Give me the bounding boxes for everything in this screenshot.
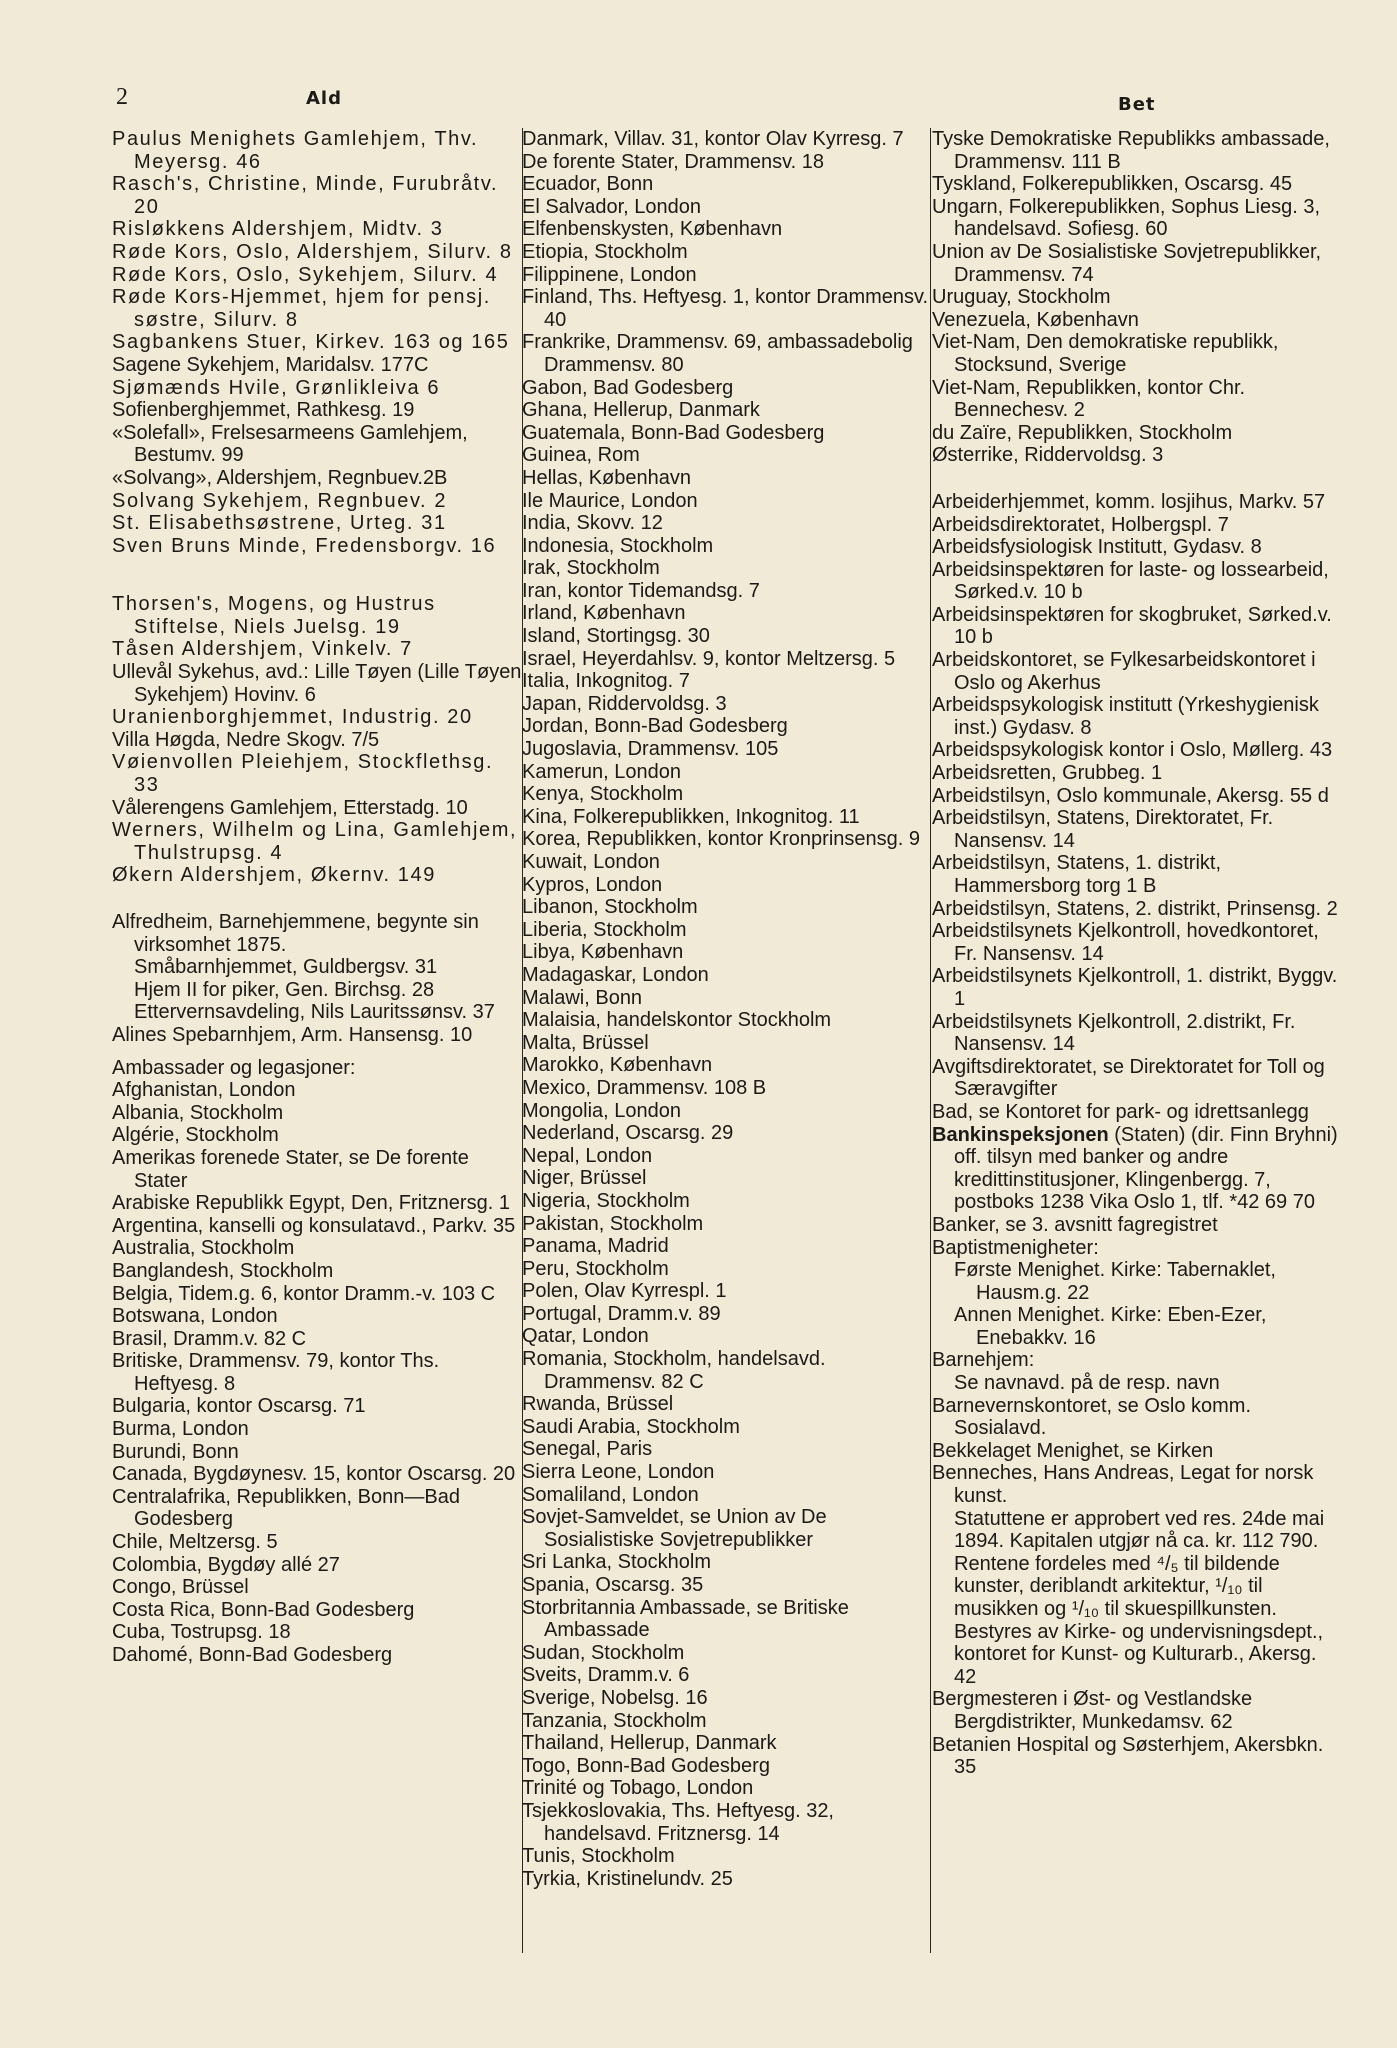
entry: Tyrkia, Kristinelundv. 25	[522, 1867, 733, 1890]
entry: Japan, Riddervoldsg. 3	[522, 692, 727, 715]
entry: Trinité og Tobago, London	[522, 1777, 754, 1800]
entry	[932, 1124, 1340, 1214]
entry: Kuwait, London	[522, 851, 660, 873]
entry: Union av De Sosialistiske Sovjetrepublikker, Drammensv. 74	[932, 240, 1322, 286]
entry: Congo, Brüssel	[112, 1576, 249, 1599]
entry: Togo, Bonn-Bad Godesberg	[522, 1754, 770, 1777]
entry: Burma, London	[112, 1418, 249, 1441]
entry: Betanien Hospital og Søsterhjem, Akersbkn. 35	[932, 1733, 1324, 1779]
entry: Algérie, Stockholm	[112, 1124, 279, 1147]
entry: Østerrike, Riddervoldsg. 3	[932, 444, 1164, 467]
entry: Polen, Olav Kyrrespl. 1	[522, 1280, 727, 1303]
entry: Sjømænds Hvile, Grønlikleiva 6	[112, 376, 441, 399]
entry: Centralafrika, Republikken, Bonn—Bad Godesberg	[112, 1485, 460, 1531]
entry: Arbeidstilsyn, Statens, 2. distrikt, Prinsensg. 2	[932, 897, 1338, 920]
entry: «Solvang», Aldershjem, Regnbuev.2B	[112, 466, 448, 489]
entry: Vøienvollen Pleiehjem, Stockflethsg. 33	[112, 751, 494, 797]
running-head-left: Ald	[306, 88, 342, 109]
entry: «Solefall», Frelsesarmeens Gamlehjem, Bestumv. 99	[112, 421, 468, 467]
entry: Annen Menighet. Kirke: Eben-Ezer, Enebakkv. 16	[954, 1304, 1267, 1349]
entry: Ecuador, Bonn	[522, 173, 654, 196]
entry: Sri Lanka, Stockholm	[522, 1551, 711, 1574]
entry: Jordan, Bonn-Bad Godesberg	[522, 715, 788, 738]
entry: Spania, Oscarsg. 35	[522, 1574, 704, 1596]
entry: Risløkkens Aldershjem, Midtv. 3	[112, 218, 444, 241]
entry: Bergmesteren i Øst- og Vestlandske Bergdistrikter, Munkedamsv. 62	[932, 1688, 1253, 1733]
entry: Hjem II for piker, Gen. Birchsg. 28	[134, 978, 435, 1001]
entry: Frankrike, Drammensv. 69, ambassadebolig Drammensv. 80	[522, 331, 913, 376]
entry: Canada, Bygdøynesv. 15, kontor Oscarsg. 20	[112, 1463, 516, 1486]
entry: Chile, Meltzersg. 5	[112, 1531, 278, 1554]
entry: Sverige, Nobelsg. 16	[522, 1686, 708, 1709]
entry: Nigeria, Stockholm	[522, 1189, 690, 1212]
entry: Arbeidstilsynets Kjelkontroll, 2.distrikt, Fr. Nansensv. 14	[932, 1010, 1296, 1056]
entry: Ullevål Sykehus, avd.: Lille Tøyen (Lille Tøyen Sykehjem) Hovinv. 6	[112, 661, 522, 706]
entry: Tsjekkoslovakia, Ths. Heftyesg. 32, handelsavd. Fritznersg. 14	[522, 1799, 834, 1845]
entry: Sofienberghjemmet, Rathkesg. 19	[112, 399, 415, 422]
entry: Island, Stortingsg. 30	[522, 625, 710, 648]
entry: Hellas, København	[522, 466, 691, 489]
entry: Werners, Wilhelm og Lina, Gamlehjem, Thulstrupsg. 4	[112, 819, 518, 864]
entry: Tunis, Stockholm	[522, 1845, 675, 1868]
entry: Sudan, Stockholm	[522, 1641, 685, 1664]
entry: Panama, Madrid	[522, 1235, 669, 1258]
entry: Ettervernsavdeling, Nils Lauritssønsv. 37	[134, 1001, 495, 1024]
entry: India, Skovv. 12	[522, 512, 663, 535]
entry: Brasil, Dramm.v. 82 C	[112, 1327, 307, 1350]
entry: Ungarn, Folkerepublikken, Sophus Liesg. 3, handelsavd. Sofiesg. 60	[932, 195, 1321, 241]
entry: Madagaskar, London	[522, 963, 709, 986]
entry: Danmark, Villav. 31, kontor Olav Kyrresg. 7	[522, 128, 904, 150]
entry: Nederland, Oscarsg. 29	[522, 1122, 734, 1145]
entry: Baptistmenigheter:	[932, 1236, 1099, 1259]
entry: Nepal, London	[522, 1144, 653, 1167]
entry: Kypros, London	[522, 873, 663, 896]
entry: Albania, Stockholm	[112, 1101, 284, 1124]
entry: Arbeidsinspektøren for laste- og lossearbeid, Sørked.v. 10 b	[932, 558, 1329, 604]
entry: Ghana, Hellerup, Danmark	[522, 399, 760, 422]
entry: Arbeidsretten, Grubbeg. 1	[932, 762, 1163, 785]
entry: Storbritannia Ambassade, se Britiske Ambassade	[522, 1596, 849, 1642]
entry: Bulgaria, kontor Oscarsg. 71	[112, 1395, 366, 1418]
entry: Pakistan, Stockholm	[522, 1212, 704, 1235]
entry: Portugal, Dramm.v. 89	[522, 1302, 721, 1325]
entry: Malta, Brüssel	[522, 1031, 649, 1054]
entry: Småbarnhjemmet, Guldbergsv. 31	[134, 956, 438, 979]
entry: Økern Aldershjem, Økernv. 149	[112, 864, 436, 887]
entry: Avgiftsdirektoratet, se Direktoratet for Toll og Særavgifter	[932, 1055, 1325, 1101]
entry: Arbeidsinspektøren for skogbruket, Sørked.v. 10 b	[932, 603, 1332, 649]
entry: Guatemala, Bonn-Bad Godesberg	[522, 421, 825, 444]
entry: Barnehjem:	[932, 1349, 1035, 1372]
entry: Arbeidstilsyn, Oslo kommunale, Akersg. 55 d	[932, 784, 1329, 807]
entry: Venezuela, København	[932, 308, 1139, 331]
entry: Botswana, London	[112, 1305, 278, 1328]
entry: Arbeidstilsyn, Statens, 1. distrikt, Hammersborg torg 1 B	[932, 852, 1222, 897]
entry: Arbeidspsykologisk kontor i Oslo, Møllerg. 43	[932, 739, 1333, 762]
entry: Arbeidsdirektoratet, Holbergspl. 7	[932, 513, 1229, 536]
entry: Tanzania, Stockholm	[522, 1709, 707, 1732]
entry: Qatar, London	[522, 1325, 649, 1348]
entry: Bestyres av Kirke- og undervisningsdept., kontoret for Kunst- og Kulturarb., Akersg. 42	[954, 1620, 1324, 1688]
entry: Indonesia, Stockholm	[522, 534, 714, 557]
entry: Alfredheim, Barnehjemmene, begynte sin virksomhet 1875.	[112, 911, 479, 956]
running-head-right: Bet	[1118, 94, 1156, 115]
entry: Arbeidstilsyn, Statens, Direktoratet, Fr. Nansensv. 14	[932, 807, 1274, 852]
entry: Libya, København	[522, 941, 684, 964]
entry: Tyskland, Folkerepublikken, Oscarsg. 45	[932, 173, 1293, 196]
column-1	[112, 128, 524, 1667]
entry: Banker, se 3. avsnitt fagregistret	[932, 1213, 1218, 1236]
entry: Statuttene er approbert ved res. 24de mai 1894. Kapitalen utgjør nå ca. kr. 112 790. Rentene fordeles med ⁴/₅ til bildende kunster, deriblandt arkitektur, ¹/₁₀ til musikken og ¹/₁₀ til skuespillkunsten.	[954, 1507, 1325, 1620]
entry: Rwanda, Brüssel	[522, 1393, 674, 1416]
entry: Kina, Folkerepublikken, Inkognitog. 11	[522, 805, 860, 828]
entry: Barnevernskontoret, se Oslo komm. Sosialavd.	[932, 1394, 1252, 1440]
entry: Sagbankens Stuer, Kirkev. 163 og 165	[112, 331, 510, 354]
entry: De forente Stater, Drammensv. 18	[522, 150, 824, 173]
entry: Tåsen Aldershjem, Vinkelv. 7	[112, 638, 413, 661]
entry: Guinea, Rom	[522, 444, 640, 467]
entry: du Zaïre, Republikken, Stockholm	[932, 421, 1233, 444]
entry: Viet-Nam, Den demokratiske republikk, Stocksund, Sverige	[932, 331, 1279, 376]
entry: Sveits, Dramm.v. 6	[522, 1664, 690, 1687]
entry: Colombia, Bygdøy allé 27	[112, 1553, 340, 1576]
entry: Røde Kors-Hjemmet, hjem for pensj. søstre, Silurv. 8	[112, 286, 491, 331]
entry: Kenya, Stockholm	[522, 783, 684, 806]
entry: Etiopia, Stockholm	[522, 240, 688, 263]
entry: Sven Bruns Minde, Fredensborgv. 16	[112, 534, 497, 557]
page-number: 2	[116, 84, 128, 110]
entry: Britiske, Drammensv. 79, kontor Ths. Heftyesg. 8	[112, 1350, 440, 1395]
entry: Ile Maurice, London	[522, 489, 698, 512]
entry: Gabon, Bad Godesberg	[522, 376, 734, 399]
entry: Arbeidstilsynets Kjelkontroll, 1. distrikt, Byggv. 1	[932, 965, 1338, 1010]
entry: Israel, Heyerdahlsv. 9, kontor Meltzersg. 5	[522, 647, 896, 670]
entry: Australia, Stockholm	[112, 1237, 295, 1260]
entry: Somaliland, London	[522, 1483, 699, 1506]
entry: Paulus Menighets Gamlehjem, Thv. Meyersg. 46	[112, 128, 479, 173]
entry: Bad, se Kontoret for park- og idrettsanlegg	[932, 1100, 1309, 1123]
column-3	[932, 128, 1340, 1779]
entry: Arabiske Republikk Egypt, Den, Fritznersg. 1	[112, 1192, 510, 1215]
entry: Alines Spebarnhjem, Arm. Hansensg. 10	[112, 1023, 473, 1046]
entry: Arbeidsfysiologisk Institutt, Gydasv. 8	[932, 536, 1262, 559]
entry: Saudi Arabia, Stockholm	[522, 1415, 740, 1438]
entry: St. Elisabethsøstrene, Urteg. 31	[112, 512, 447, 535]
entry: Iran, kontor Tidemandsg. 7	[522, 579, 760, 602]
page-header	[0, 84, 1397, 114]
entry: Niger, Brüssel	[522, 1167, 647, 1190]
entry: Vålerengens Gamlehjem, Etterstadg. 10	[112, 796, 468, 819]
entry: Belgia, Tidem.g. 6, kontor Dramm.-v. 103 C	[112, 1282, 496, 1305]
entry: Kamerun, London	[522, 760, 682, 783]
entry: Arbeidstilsynets Kjelkontroll, hovedkontoret, Fr. Nansensv. 14	[932, 920, 1319, 965]
entry: Malawi, Bonn	[522, 986, 643, 1009]
section-heading: Ambassader og legasjoner:	[112, 1056, 356, 1079]
entry: Korea, Republikken, kontor Kronprinsensg. 9	[522, 828, 921, 851]
entry: Afghanistan, London	[112, 1079, 296, 1102]
entry-body: (Staten) (dir. Finn Bryhni) off. tilsyn med banker og andre kredittinstitusjoner, Klingenbergg. 7, postboks 1238 Vika Oslo 1, tlf. *42 69 70	[954, 1123, 1338, 1214]
entry: Sovjet-Samveldet, se Union av De Sosialistiske Sovjetrepublikker	[522, 1506, 827, 1551]
entry: Cuba, Tostrupsg. 18	[112, 1621, 291, 1644]
entry: Liberia, Stockholm	[522, 918, 687, 941]
entry: Irak, Stockholm	[522, 557, 660, 580]
entry: Bekkelaget Menighet, se Kirken	[932, 1439, 1214, 1462]
entry: Marokko, København	[522, 1054, 713, 1077]
entry: Senegal, Paris	[522, 1438, 653, 1461]
entry: Arbeiderhjemmet, komm. losjihus, Markv. 57	[932, 490, 1326, 513]
entry: Se navnavd. på de resp. navn	[954, 1372, 1220, 1395]
entry: Mongolia, London	[522, 1099, 682, 1122]
entry: Arbeidskontoret, se Fylkesarbeidskontoret i Oslo og Akerhus	[932, 649, 1316, 694]
entry: Libanon, Stockholm	[522, 896, 698, 919]
entry: Rasch's, Christine, Minde, Furubråtv. 20	[112, 173, 499, 218]
entry: Første Menighet. Kirke: Tabernaklet, Hausm.g. 22	[954, 1259, 1276, 1304]
entry: Dahomé, Bonn-Bad Godesberg	[112, 1644, 393, 1666]
entry: Banglandesh, Stockholm	[112, 1259, 334, 1282]
entry: Costa Rica, Bonn-Bad Godesberg	[112, 1598, 415, 1621]
entry: Argentina, kanselli og konsulatavd., Parkv. 35	[112, 1214, 516, 1237]
entry: Røde Kors, Oslo, Sykehjem, Silurv. 4	[112, 263, 499, 286]
entry: Amerikas forenede Stater, se De forente Stater	[112, 1146, 469, 1192]
entry: Solvang Sykehjem, Regnbuev. 2	[112, 489, 448, 512]
entry: Burundi, Bonn	[112, 1440, 239, 1463]
entry: Røde Kors, Oslo, Aldershjem, Silurv. 8	[112, 240, 513, 263]
entry: Sagene Sykehjem, Maridalsv. 177C	[112, 353, 429, 376]
entry: Tyske Demokratiske Republikks ambassade, Drammensv. 111 B	[932, 128, 1330, 173]
entry: Filippinene, London	[522, 263, 697, 286]
entry: Uruguay, Stockholm	[932, 286, 1111, 309]
entry: Uranienborghjemmet, Industrig. 20	[112, 706, 473, 729]
entry: Sierra Leone, London	[522, 1461, 715, 1484]
entry: Benneches, Hans Andreas, Legat for norsk kunst.	[932, 1462, 1314, 1508]
entry: Villa Høgda, Nedre Skogv. 7/5	[112, 728, 380, 751]
entry: Thorsen's, Mogens, og Hustrus Stiftelse, Niels Juelsg. 19	[112, 593, 436, 638]
entry: Thailand, Hellerup, Danmark	[522, 1732, 777, 1755]
entry: Peru, Stockholm	[522, 1257, 669, 1280]
entry: Mexico, Drammensv. 108 B	[522, 1076, 767, 1099]
entry: El Salvador, London	[522, 195, 702, 218]
column-2	[522, 128, 932, 1890]
entry: Italia, Inkognitog. 7	[522, 670, 690, 693]
entry: Irland, København	[522, 602, 686, 625]
entry: Romania, Stockholm, handelsavd. Drammensv. 82 C	[522, 1348, 826, 1393]
entry: Arbeidspsykologisk institutt (Yrkeshygienisk inst.) Gydasv. 8	[932, 694, 1319, 739]
entry: Finland, Ths. Heftyesg. 1, kontor Drammensv. 40	[522, 286, 929, 331]
entry: Jugoslavia, Drammensv. 105	[522, 738, 779, 761]
entry-heading-bold: Bankinspeksjonen	[932, 1123, 1109, 1146]
entry: Malaisia, handelskontor Stockholm	[522, 1009, 832, 1032]
entry: Viet-Nam, Republikken, kontor Chr. Bennechesv. 2	[932, 376, 1246, 422]
entry: Elfenbenskysten, København	[522, 218, 783, 241]
